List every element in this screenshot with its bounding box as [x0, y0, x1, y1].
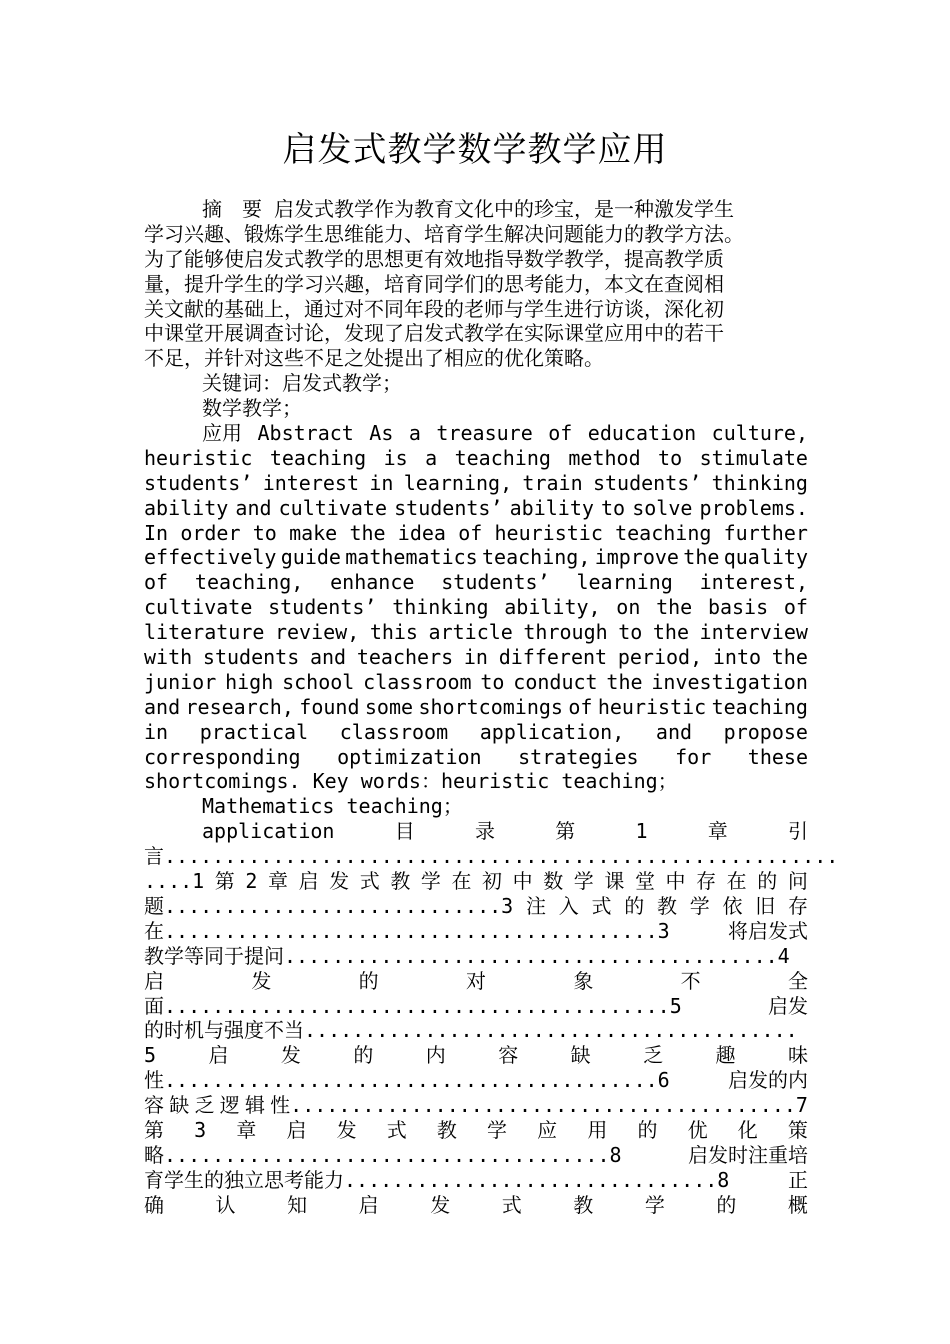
text-line — [144, 545, 808, 570]
text-line — [144, 620, 808, 645]
line-word: of — [783, 595, 808, 620]
line-word: and — [655, 719, 693, 744]
line-word: 注 — [525, 893, 546, 918]
line-word: of — [458, 520, 483, 545]
line-word: application, — [479, 719, 625, 744]
line-word: teaching — [269, 445, 367, 470]
justified-line-content — [144, 1018, 808, 1043]
justified-line-content — [144, 670, 808, 695]
justified-line-content — [144, 421, 808, 446]
line-word: 式 — [386, 1117, 407, 1142]
line-word: 中 — [665, 869, 686, 894]
text-line: 摘 要 启发式教学作为教育文化中的珍宝，是一种激发学生 — [202, 197, 735, 221]
line-word: cultivate — [144, 595, 253, 620]
line-word: 引 — [788, 819, 808, 844]
line-word: 的 — [358, 968, 379, 993]
line-word: method — [568, 445, 641, 470]
line-word: into — [712, 645, 762, 670]
line-word: application — [202, 819, 335, 844]
line-word: the — [656, 595, 693, 620]
line-word: 用 — [587, 1117, 608, 1142]
justified-line-content — [144, 695, 808, 720]
line-word: teaching, — [482, 545, 591, 570]
line-word: 性..........................................7 — [270, 1093, 808, 1118]
line-word: classroom — [363, 669, 472, 694]
line-word: 面..........................................5 — [144, 993, 682, 1018]
line-word: students’ — [441, 570, 550, 595]
line-word: some — [364, 694, 414, 719]
justified-line-content — [144, 496, 808, 521]
line-word: 问 — [787, 869, 808, 894]
justified-line-content — [144, 894, 808, 919]
line-word: 式 — [591, 893, 612, 918]
text-line — [144, 969, 808, 994]
line-word: 第 — [555, 819, 576, 844]
line-word: mathematics — [345, 545, 478, 570]
line-word: stimulate — [699, 445, 808, 470]
line-word: 发 — [280, 1043, 301, 1068]
line-word: 第 — [214, 869, 235, 894]
line-word: 启发时注重培 — [688, 1142, 808, 1167]
line-word: strategies — [518, 744, 639, 769]
line-word: 教 — [390, 869, 411, 894]
line-word: 式 — [359, 869, 380, 894]
line-word: heuristic — [597, 694, 707, 719]
line-word: optimization — [337, 744, 482, 769]
line-word: of — [568, 694, 593, 719]
line-word: 概 — [787, 1192, 808, 1217]
line-word: to — [252, 520, 277, 545]
line-word: 题............................3 — [144, 893, 514, 918]
line-word: the — [606, 669, 643, 694]
line-word: education — [587, 421, 697, 446]
line-word: 对 — [465, 968, 486, 993]
line-word: 味 — [787, 1043, 808, 1068]
line-word: 数 — [543, 869, 564, 894]
line-word: In — [144, 520, 169, 545]
line-word: teaching, — [194, 570, 304, 595]
line-word: 依 — [722, 893, 743, 918]
line-word: article — [428, 620, 513, 645]
line-word: 化 — [737, 1117, 758, 1142]
line-word: in — [369, 470, 394, 495]
line-word: the — [771, 645, 808, 670]
line-word: thinking — [711, 470, 808, 495]
line-word: 课 — [604, 869, 625, 894]
line-word: 学 — [573, 869, 594, 894]
text-line — [144, 645, 808, 670]
line-word: conduct — [513, 669, 598, 694]
line-word: solve — [632, 495, 693, 520]
line-word: 的 — [353, 1043, 374, 1068]
justified-line-content — [144, 944, 808, 969]
line-word: in — [463, 645, 488, 670]
justified-line-content — [144, 1168, 808, 1193]
line-word: 3 — [194, 1117, 207, 1142]
line-word: cultivate — [278, 495, 388, 520]
line-word: basis — [707, 595, 769, 620]
line-word: 发 — [329, 869, 350, 894]
line-word: practical — [199, 719, 309, 744]
line-word: quality — [723, 545, 808, 570]
line-word: on — [616, 595, 641, 620]
line-word: 式 — [501, 1192, 522, 1217]
line-word: and — [309, 645, 347, 670]
line-word: 发 — [336, 1117, 357, 1142]
line-word: of — [548, 421, 573, 446]
line-word: ability — [509, 495, 594, 520]
justified-line-content — [144, 545, 808, 570]
line-word: 初 — [482, 869, 503, 894]
text-line: shortcomings. Key words：heuristic teaching； — [144, 769, 678, 794]
line-word: heuristic — [144, 445, 253, 470]
line-word: 优 — [687, 1117, 708, 1142]
line-word: heuristic — [494, 520, 603, 545]
line-word: junior — [144, 669, 217, 694]
text-line — [144, 496, 808, 521]
line-word: 应 — [537, 1117, 558, 1142]
line-word: 全 — [787, 968, 808, 993]
line-word: in — [144, 719, 169, 744]
text-line — [144, 446, 808, 471]
text-line — [144, 919, 808, 944]
line-word: teaching — [711, 694, 808, 719]
line-word: 学 — [689, 893, 710, 918]
justified-line-content — [144, 844, 839, 869]
justified-line-content — [144, 620, 808, 645]
line-word: of — [144, 570, 169, 595]
line-word: 象 — [573, 968, 594, 993]
line-word: a — [408, 421, 421, 446]
line-word: 启 — [298, 869, 319, 894]
line-word: for — [675, 744, 712, 769]
justified-line-content — [144, 1193, 808, 1218]
text-line — [144, 745, 808, 770]
line-word: to — [601, 495, 626, 520]
line-word: order — [180, 520, 241, 545]
line-word: the — [349, 520, 386, 545]
line-word: classroom — [339, 719, 449, 744]
line-word: further — [723, 520, 808, 545]
line-word: to — [618, 620, 643, 645]
line-word: 认 — [215, 1192, 236, 1217]
line-word: 1 — [635, 819, 648, 844]
line-word: teaching — [454, 445, 551, 470]
line-word: 策 — [787, 1117, 808, 1142]
line-word: culture, — [711, 421, 808, 446]
justified-line-content — [144, 1068, 808, 1093]
line-word: 的 — [716, 1192, 737, 1217]
text-line — [144, 421, 808, 446]
line-word: students’ — [592, 470, 702, 495]
justified-line-content — [144, 994, 808, 1019]
line-word: with — [144, 645, 193, 670]
line-word: treasure — [436, 421, 533, 446]
text-line — [144, 1093, 808, 1118]
line-word: review, — [274, 620, 360, 645]
line-word: 学 — [644, 1192, 665, 1217]
line-word: corresponding — [144, 744, 301, 769]
text-line — [144, 819, 808, 844]
justified-line-content — [144, 595, 808, 620]
line-word: 存 — [696, 869, 717, 894]
line-word: idea — [397, 520, 446, 545]
text-line: 中课堂开展调查讨论，发现了启发式教学在实际课堂应用中的若干 — [144, 321, 724, 346]
line-word: students’ — [394, 495, 503, 520]
justified-line-content — [144, 1118, 808, 1143]
line-word: 入 — [558, 893, 579, 918]
line-word: 的 — [637, 1117, 658, 1142]
line-word: 学 — [487, 1117, 508, 1142]
text-line: 为了能够使启发式教学的思想更有效地指导数学教学，提高教学质 — [144, 246, 724, 271]
justified-line-content — [144, 969, 808, 994]
text-line: 关键词：启发式教学； — [202, 371, 402, 396]
line-word: 不 — [680, 968, 701, 993]
justified-line-content — [144, 570, 808, 595]
line-word: 第 — [144, 1117, 164, 1142]
text-line: 不足，并针对这些不足之处提出了相应的优化策略。 — [144, 346, 604, 371]
line-word: 启发的内 — [728, 1068, 808, 1093]
text-line — [144, 1143, 808, 1168]
document-title: 启发式教学数学教学应用 — [282, 130, 668, 170]
line-word: enhance — [330, 570, 415, 595]
line-word: interest — [262, 470, 360, 495]
line-word: 教 — [656, 893, 677, 918]
line-word: improve — [594, 545, 679, 570]
line-word: 缺 — [570, 1043, 591, 1068]
justified-line-content — [144, 1143, 808, 1168]
line-word: 言........................................................ — [144, 844, 839, 869]
line-word: 启发 — [768, 993, 808, 1018]
line-word: ....1 — [144, 869, 205, 894]
document-body — [144, 197, 839, 1218]
text-line — [144, 471, 808, 496]
line-word: 容 — [144, 1093, 164, 1118]
line-word: to — [658, 445, 683, 470]
line-word: 的时机与强度不当......................................... — [144, 1018, 798, 1043]
text-line — [144, 670, 808, 695]
line-word: 旧 — [755, 893, 776, 918]
line-word: 在.........................................3 — [144, 918, 670, 943]
line-word: Abstract — [257, 421, 354, 446]
text-line — [144, 844, 839, 869]
line-word: 录 — [474, 819, 495, 844]
line-word: make — [289, 520, 338, 545]
justified-line-content — [144, 745, 808, 770]
line-word: 在 — [451, 869, 472, 894]
line-word: 缺 — [169, 1093, 190, 1118]
justified-line-content — [144, 446, 808, 471]
text-line — [144, 570, 808, 595]
line-word: period, — [617, 645, 703, 670]
line-word: 容 — [498, 1043, 519, 1068]
text-line — [144, 1193, 808, 1218]
line-word: 知 — [287, 1192, 308, 1217]
line-word: 启 — [208, 1043, 229, 1068]
line-word: 启 — [358, 1192, 379, 1217]
line-word: 5 — [144, 1043, 157, 1068]
line-word: train — [522, 470, 583, 495]
text-line — [144, 1068, 808, 1093]
text-line — [144, 720, 808, 745]
line-word: 教 — [436, 1117, 457, 1142]
line-word: 发 — [251, 968, 272, 993]
line-word: 启 — [286, 1117, 307, 1142]
text-line — [144, 1168, 808, 1193]
line-word: the — [683, 545, 720, 570]
line-word: interview — [699, 620, 808, 645]
text-line — [144, 894, 808, 919]
line-word: As — [369, 421, 394, 446]
line-word: teachers — [356, 645, 454, 670]
justified-line-content — [144, 819, 808, 844]
line-word: 乏 — [194, 1093, 215, 1118]
line-word: 启 — [144, 968, 164, 993]
text-line — [144, 1018, 808, 1043]
line-word: 的 — [624, 893, 645, 918]
line-word: 教学等同于提问.........................................4 — [144, 943, 790, 968]
line-word: 逻 — [219, 1093, 240, 1118]
line-word: through — [523, 620, 608, 645]
text-line: 关文献的基础上，通过对不同年段的老师与学生进行访谈，深化初 — [144, 296, 724, 321]
line-word: guide — [280, 545, 341, 570]
line-word: 2 — [245, 869, 258, 894]
line-word: ability, — [504, 595, 601, 620]
line-word: 章 — [707, 819, 728, 844]
justified-line-content — [144, 645, 808, 670]
line-word: 在 — [726, 869, 747, 894]
text-line — [144, 695, 808, 720]
line-word: high — [225, 669, 274, 694]
line-word: learning, — [403, 470, 513, 495]
text-line: 量，提升学生的学习兴趣，培育同学们的思考能力，本文在查阅相 — [144, 271, 724, 296]
line-word: 教 — [573, 1192, 594, 1217]
text-line — [144, 994, 808, 1019]
line-word: 性.........................................6 — [144, 1068, 670, 1093]
line-word: thinking — [392, 595, 489, 620]
line-word: 目 — [394, 819, 415, 844]
line-word: 的 — [757, 869, 778, 894]
line-word: effectively — [144, 545, 277, 570]
text-line — [144, 1043, 808, 1068]
line-word: 章 — [268, 869, 288, 894]
line-word: literature — [144, 620, 265, 645]
line-word: school — [282, 669, 355, 694]
line-word: these — [747, 744, 808, 769]
text-line: 数学教学； — [202, 396, 302, 421]
line-word: research, — [185, 694, 294, 719]
line-word: 中 — [512, 869, 533, 894]
line-word: 应用 — [202, 421, 242, 446]
line-word: the — [652, 620, 689, 645]
line-word: and — [144, 694, 181, 719]
line-word: propose — [723, 719, 808, 744]
text-line: Mathematics teaching； — [202, 794, 463, 819]
line-word: students — [202, 645, 300, 670]
line-word: students’ — [268, 595, 377, 620]
line-word: ability — [144, 495, 229, 520]
line-word: is — [383, 445, 408, 470]
line-word: investigation — [651, 669, 808, 694]
line-word: 辑 — [244, 1093, 265, 1118]
text-line — [144, 1118, 808, 1143]
text-line — [144, 595, 808, 620]
line-word: learning — [576, 570, 673, 595]
line-word: teaching — [615, 520, 712, 545]
line-word: 育学生的独立思考能力...............................8 — [144, 1167, 730, 1192]
line-word: students’ — [144, 470, 253, 495]
line-word: 略.....................................8 — [144, 1142, 622, 1167]
line-word: interest, — [699, 570, 808, 595]
line-word: 将启发式 — [728, 918, 808, 943]
text-line — [144, 869, 808, 894]
justified-line-content — [144, 869, 808, 894]
line-word: 趣 — [715, 1043, 736, 1068]
line-word: 确 — [144, 1192, 164, 1217]
justified-line-content — [144, 471, 808, 496]
text-line — [144, 521, 808, 546]
line-word: different — [498, 645, 608, 670]
justified-line-content — [144, 1093, 808, 1118]
justified-line-content — [144, 919, 808, 944]
justified-line-content — [144, 1043, 808, 1068]
line-word: 章 — [236, 1117, 257, 1142]
justified-line-content — [144, 720, 808, 745]
line-word: a — [425, 445, 438, 470]
line-word: 发 — [430, 1192, 451, 1217]
line-word: 学 — [420, 869, 441, 894]
line-word: problems. — [699, 495, 808, 520]
line-word: 内 — [425, 1043, 446, 1068]
line-word: shortcomings — [418, 694, 563, 719]
line-word: 乏 — [643, 1043, 664, 1068]
line-word: 堂 — [634, 869, 655, 894]
line-word: 存 — [787, 893, 808, 918]
text-line: 学习兴趣、锻炼学生思维能力、培育学生解决问题能力的教学方法。 — [144, 221, 744, 246]
text-line — [144, 944, 808, 969]
line-word: this — [369, 620, 418, 645]
line-word: found — [299, 694, 360, 719]
justified-line-content — [144, 521, 808, 546]
line-word: 正 — [788, 1167, 808, 1192]
line-word: and — [235, 495, 272, 520]
line-word: to — [480, 669, 505, 694]
